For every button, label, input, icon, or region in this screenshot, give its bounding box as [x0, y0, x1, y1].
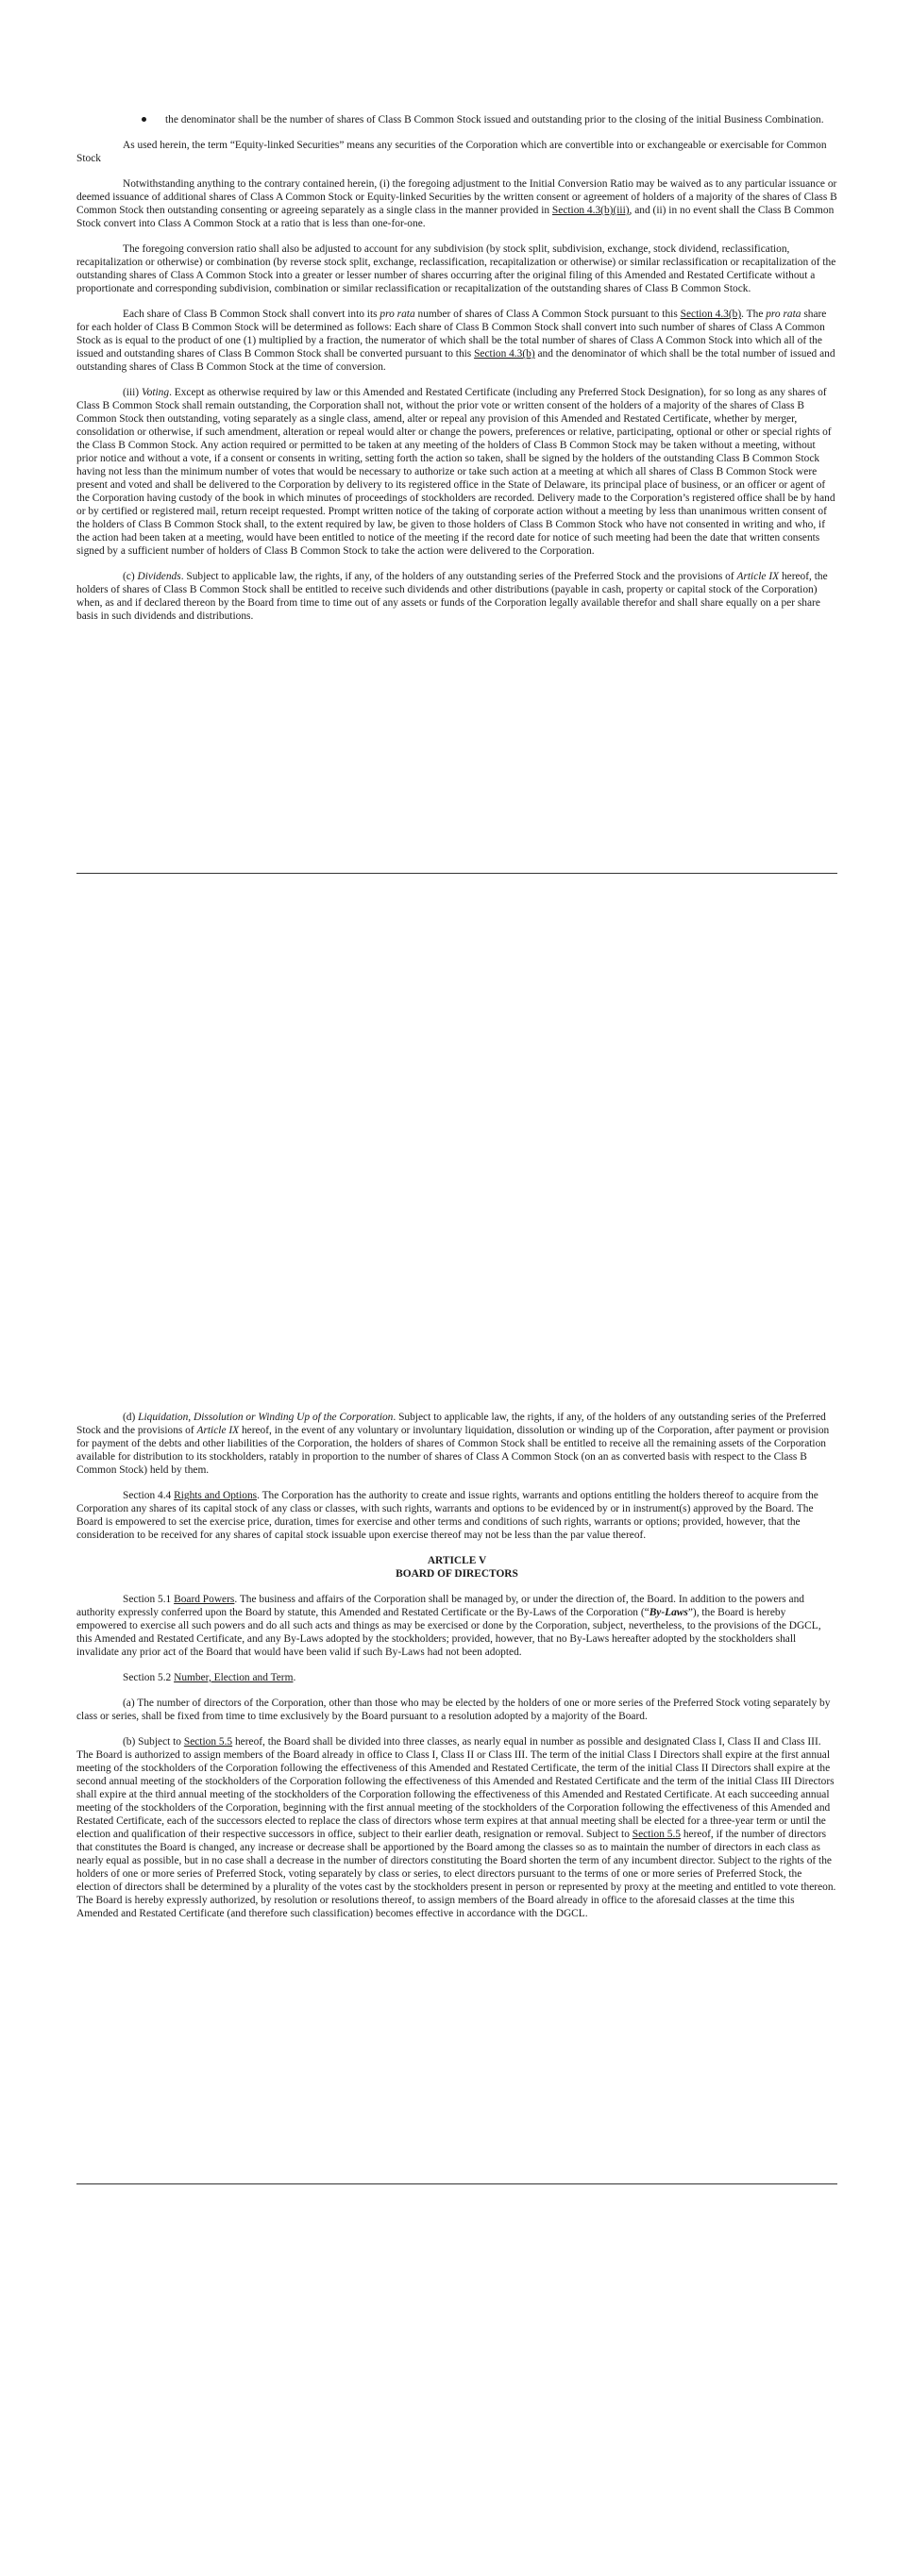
defined-term-by-laws: By-Laws	[649, 1607, 688, 1618]
number-of-directors-paragraph: (a) The number of directors of the Corporation, other than those who may be elected by the holders of one or more series of the Preferred Stock voting separately by class or series, shall be fixed from time to time exclusively by the Board pursuant to a resolution adopted by a majority of the Board.	[76, 1698, 831, 1722]
document-page-1	[76, 113, 837, 635]
bullet-item	[76, 113, 837, 126]
page-divider	[76, 2183, 837, 2184]
document-page-2	[76, 1411, 837, 1932]
voting-paragraph: (iii) Voting. Except as otherwise required by law or this Amended and Restated Certificate (including any Preferred Stock Designation), for so long as any shares of Class B Common Stock shall remain outstanding, the Corporation shall not, without the prior vote or written consent of the holders of a majority of the shares of Class B Common Stock then outstanding, voting separately as a single class, amend, alter or repeal any provision of this Amended and Restated Certificate, whether by merger, consolidation or otherwise, if such amendment, alteration or repeal would alter or change the powers, preferences or relative, participating, optional or other or special rights of the Class B Common Stock. Any action required or permitted to be taken at any meeting of the holders of Class B Common Stock may be taken without a meeting, without prior notice and without a vote, if a consent or consents in writing, setting forth the action so taken, shall be signed by the holders of the outstanding Class B Common Stock having not less than the minimum number of votes that would be necessary to authorize or take such action at a meeting at which all shares of Class B Common Stock were present and voted and shall be delivered to the Corporation by delivery to its registered office in the State of Delaware, its principal place of business, or an officer or agent of the Corporation having custody of the book in which minutes of proceedings of stockholders are recorded. Delivery made to the Corporation’s registered office shall be by hand or by certified or registered mail, return receipt requested. Prompt written notice of the taking of corporate action without a meeting by less than unanimous written consent of the holders of Class B Common Stock shall, to the extent required by law, be given to those holders of Class B Common Stock who have not consented in writing and who, if the action had been taken at a meeting, would have been entitled to notice of the meeting if the record date for notice of such meeting had been the date that written consents signed by a sufficient number of holders of Class B Common Stock to take the action were delivered to the Corporation.	[76, 387, 835, 557]
section-heading-number-election-term: Number, Election and Term	[174, 1672, 294, 1683]
rights-and-options-paragraph: Section 4.4 Rights and Options. The Corporation has the authority to create and issue rights, warrants and options entitling the holders thereof to acquire from the Corporation any shares of its capital stock of any class or classes, with such rights, warrants and options to be evidenced by or in instrument(s) approved by the Board. The Board is empowered to set the exercise price, duration, times for exercise and other terms and conditions of such rights, warrants or options; provided, however, that the consideration to be received for any shares of capital stock issuable upon exercise thereof may not be less than the par value thereof.	[76, 1490, 818, 1541]
section-5-5-link[interactable]: Section 5.5	[632, 1829, 681, 1840]
section-heading-rights-and-options: Rights and Options	[174, 1490, 258, 1501]
bullet-text: the denominator shall be the number of shares of Class B Common Stock issued and outstanding prior to the closing of the initial Business Combination.	[165, 114, 824, 125]
pro-rata-conversion-paragraph: Each share of Class B Common Stock shall convert into its pro rata number of shares of Class A Common Stock pursuant to this Section 4.3(b). The pro rata share for each holder of Class B Common Stock will be determined as follows: Each share of Class B Common Stock shall convert into such number of shares of Class A Common Stock as is equal to the product of one (1) multiplied by a fraction, the numerator of which shall be the total number of shares of Class A Common Stock into which all of the issued and outstanding shares of Class B Common Stock shall be converted pursuant to this Section 4.3(b) and the denominator of which shall be the total number of issued and outstanding shares of Class B Common Stock at the time of conversion.	[76, 309, 835, 373]
bullet-icon	[142, 117, 146, 122]
article-heading	[76, 1554, 837, 1581]
board-classes-paragraph: (b) Subject to Section 5.5 hereof, the Board shall be divided into three classes, as nearly equal in number as possible and designated Class I, Class II and Class III. The Board is authorized to assign members of the Board already in office to Class I, Class II or Class III. The term of the initial Class I Directors shall expire at the first annual meeting of the stockholders of the Corporation following the effectiveness of this Amended and Restated Certificate, the term of the initial Class II Directors shall expire at the second annual meeting of the stockholders of the Corporation following the effectiveness of this Amended and Restated Certificate and the term of the initial Class III Directors shall expire at the third annual meeting of the stockholders of the Corporation following the effectiveness of this Amended and Restated Certificate. At each succeeding annual meeting of the stockholders of the Corporation, beginning with the first annual meeting of the stockholders of the Corporation following the effectiveness of this Amended and Restated Certificate, each of the successors elected to replace the class of directors whose term expires at that annual meeting shall be elected for a three-year term or until the election and qualification of their respective successors in office, subject to their earlier death, resignation or removal. Subject to Section 5.5 hereof, if the number of directors that constitutes the Board is changed, any increase or decrease shall be apportioned by the Board among the classes so as to maintain the number of directors in each class as nearly equal as possible, but in no case shall a decrease in the number of directors constituting the Board shorten the term of any incumbent director. Subject to the rights of the holders of one or more series of Preferred Stock, voting separately by class or series, to elect directors pursuant to the terms of one or more series of Preferred Stock, the election of directors shall be determined by a plurality of the votes cast by the stockholders present in person or represented by proxy at the meeting and entitled to vote thereon. The Board is hereby expressly authorized, by resolution or resolutions thereof, to assign members of the Board already in office to the aforesaid classes at the time this Amended and Restated Certificate (and therefore such classification) becomes effective in accordance with the DGCL.	[76, 1736, 836, 1919]
conversion-adjustment-paragraph: The foregoing conversion ratio shall also be adjusted to account for any subdivision (by stock split, subdivision, exchange, stock dividend, reclassification, recapitalization or otherwise) or combination (by reverse stock split, exchange, reclassification, recapitalization or otherwise) or similar reclassification or recapitalization of the outstanding shares of Class A Common Stock into a greater or lesser number of shares occurring after the original filing of this Amended and Restated Certificate without a proportionate and corresponding subdivision, combination or similar reclassification or recapitalization of the outstanding shares of Class B Common Stock.	[76, 243, 836, 294]
liquidation-paragraph: (d) Liquidation, Dissolution or Winding Up of the Corporation. Subject to applicable law, the rights, if any, of the holders of any outstanding series of the Preferred Stock and the provisions of Article IX hereof, in the event of any voluntary or involuntary liquidation, dissolution or winding up of the Corporation, after payment or provision for payment of the debts and other liabilities of the Corporation, the holders of shares of Common Stock shall be entitled to receive all the remaining assets of the Corporation available for distribution to its stockholders, ratably in proportion to the number of shares of Class A Common Stock (on an as converted basis with respect to the Class B Common Stock) held by them.	[76, 1412, 830, 1476]
section-4-3-b-iii-link[interactable]: Section 4.3(b)(iii)	[551, 205, 630, 216]
page-divider	[76, 873, 837, 874]
equity-linked-definition-paragraph: As used herein, the term “Equity-linked Securities” means any securities of the Corporation which are convertible into or exchangeable or exercisable for Common Stock	[76, 140, 827, 164]
section-5-5-link[interactable]: Section 5.5	[183, 1736, 233, 1748]
dividends-paragraph: (c) Dividends. Subject to applicable law, the rights, if any, of the holders of any outstanding series of the Preferred Stock and the provisions of Article IX hereof, the holders of shares of Class B Common Stock shall be entitled to receive such dividends and other distributions (payable in cash, property or capital stock of the Corporation) when, as and if declared thereon by the Board from time to time out of any assets or funds of the Corporation legally available therefor and shall share equally on a per share basis in such dividends and distributions.	[76, 571, 828, 622]
conversion-waiver-paragraph: Notwithstanding anything to the contrary contained herein, (i) the foregoing adjustment to the Initial Conversion Ratio may be waived as to any particular issuance or deemed issuance of additional shares of Class A Common Stock or Equity-linked Securities by the written consent or agreement of holders of a majority of the shares of Class B Common Stock then outstanding consenting or agreeing separately as a single class in the manner provided in Section 4.3(b)(iii), and (ii) in no event shall the Class B Common Stock convert into Class A Common Stock at a ratio that is less than one-for-one.	[76, 178, 837, 229]
number-election-term-heading: Section 5.2 Number, Election and Term.	[123, 1672, 296, 1683]
board-powers-paragraph: Section 5.1 Board Powers. The business and affairs of the Corporation shall be managed by, or under the direction of, the Board. In addition to the powers and authority expressly conferred upon the Board by statute, this Amended and Restated Certificate or the By-Laws of the Corporation (“By-Laws”), the Board is hereby empowered to exercise all such powers and do all such acts and things as may be exercised or done by the Corporation, subject, nevertheless, to the provisions of the DGCL, this Amended and Restated Certificate, and any By-Laws adopted by the stockholders; provided, however, that no By-Laws hereafter adopted by the stockholders shall invalidate any prior act of the Board that would have been valid if such By-Laws had not been adopted.	[76, 1594, 821, 1658]
section-4-3-b-link[interactable]: Section 4.3(b)	[680, 309, 742, 320]
section-heading-board-powers: Board Powers	[174, 1594, 235, 1605]
article-title: ARTICLE V	[427, 1555, 487, 1566]
article-subtitle: BOARD OF DIRECTORS	[396, 1568, 518, 1580]
section-4-3-b-link[interactable]: Section 4.3(b)	[474, 348, 535, 360]
